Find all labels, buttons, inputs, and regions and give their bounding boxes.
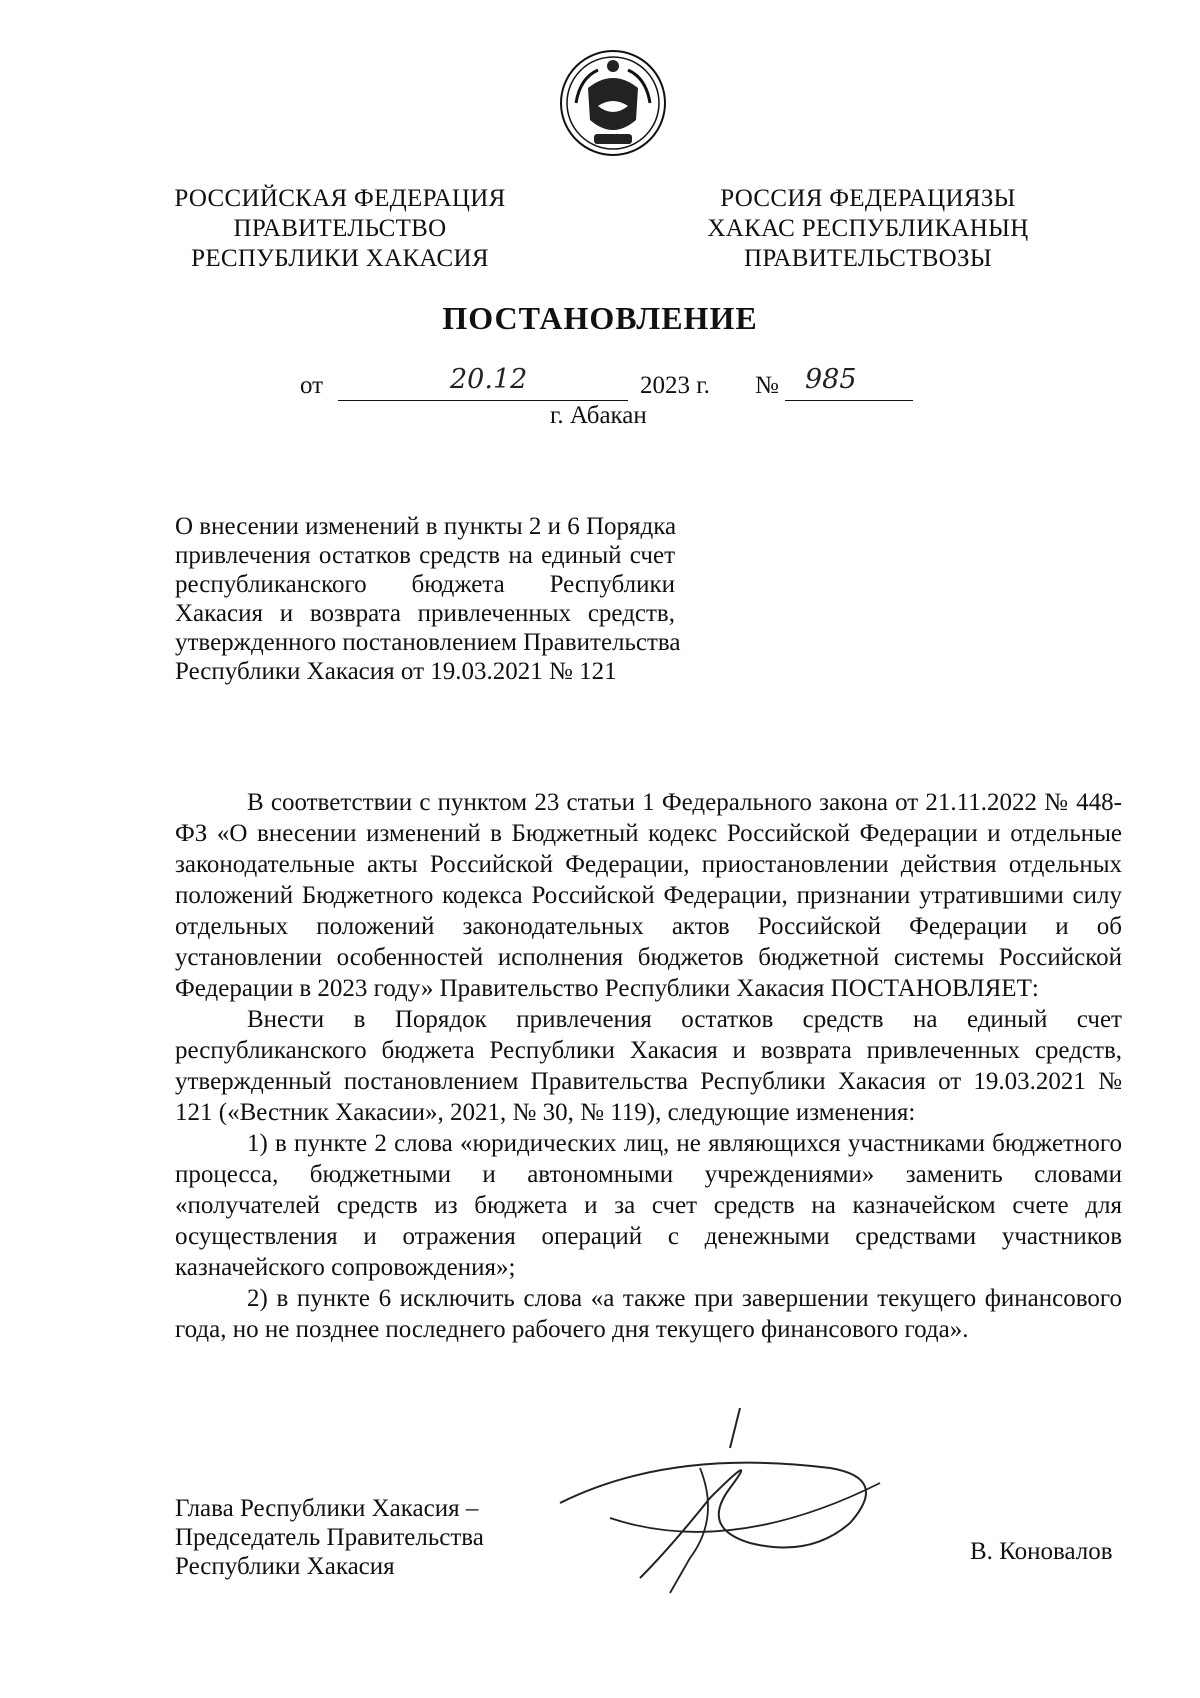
- header-right-line: ПРАВИТЕЛЬСТВОЗЫ: [744, 245, 992, 272]
- header-left-line: ПРАВИТЕЛЬСТВО: [233, 215, 447, 242]
- city: г. Абакан: [550, 402, 647, 429]
- signer-position-line: Председатель Правительства: [175, 1524, 484, 1551]
- body-paragraph: Внести в Порядок привлечения остатков средств на единый счет республиканского бюджета Республики Хакасия и возврата привлеченных средств, утвержденный постановлением Правительства Республики Хакасия от 19.03.2021 № 121 («Вестник Хакасии», 2021, № 30, № 119), следующие изменения:: [175, 1006, 1122, 1126]
- from-label: от: [300, 372, 324, 399]
- body-paragraph: 2) в пункте 6 исключить слова «а также при завершении текущего финансового года, но не позднее последнего рабочего дня текущего финансового года».: [175, 1285, 1122, 1343]
- body-paragraph: В соответствии с пунктом 23 статьи 1 Федерального закона от 21.11.2022 № 448-ФЗ «О внесении изменений в Бюджетный кодекс Российской Федерации и отдельные законодательные акты Российской Федерации, приостановлении действия отдельных положений Бюджетного кодекса Российской Федерации, признании утратившими силу отдельных положений законодательных актов Российской Федерации и об установлении особенностей исполнения бюджетов бюджетной системы Российской Федерации в 2023 году» Правительство Республики Хакасия ПОСТАНОВЛЯЕТ:: [175, 789, 1122, 1002]
- subject-line: Хакасия и возврата привлеченных средств,: [175, 600, 675, 627]
- signer-position-line: Глава Республики Хакасия –: [175, 1495, 479, 1522]
- signer-name: В. Коновалов: [970, 1538, 1113, 1565]
- year-label: 2023 г.: [640, 372, 710, 399]
- body-paragraph: 1) в пункте 2 слова «юридических лиц, не являющихся участниками бюджетного процесса, бюджетными и автономными учреждениями» заменить словами «получателей средств из бюджета и за счет средств на казначейском счете для осуществления и отражения операций с денежными средствами участников казначейского сопровождения»;: [175, 1130, 1122, 1281]
- number-label: №: [755, 372, 779, 399]
- subject-block: [175, 512, 681, 686]
- header-right-line: ХАКАС РЕСПУБЛИКАНЫҢ: [707, 215, 1029, 242]
- header-right: [696, 184, 1040, 274]
- header-left-line: РОССИЙСКАЯ ФЕДЕРАЦИЯ: [174, 185, 506, 212]
- header-left-line: РЕСПУБЛИКИ ХАКАСИЯ: [191, 245, 489, 272]
- coat-of-arms-emblem: [558, 48, 668, 158]
- document-title: ПОСТАНОВЛЕНИЕ: [442, 300, 758, 336]
- handwritten-date: 20.12: [450, 364, 528, 395]
- date-number-line: [300, 364, 920, 404]
- subject-line: О внесении изменений в пункты 2 и 6 Порядка: [175, 513, 677, 540]
- body-text: [175, 787, 1122, 1345]
- subject-line: Республики Хакасия от 19.03.2021 № 121: [175, 658, 617, 685]
- handwritten-signature: [550, 1408, 910, 1608]
- header-right-line: РОССИЯ ФЕДЕРАЦИЯЗЫ: [720, 185, 1016, 212]
- handwritten-number: 985: [805, 364, 857, 395]
- subject-line: утвержденного постановлением Правительства: [175, 629, 681, 656]
- subject-line: республиканского бюджета Республики: [175, 571, 675, 598]
- signer-position: [175, 1494, 484, 1581]
- signer-position-line: Республики Хакасия: [175, 1553, 395, 1580]
- subject-line: привлечения остатков средств на единый счет: [175, 542, 675, 569]
- header-left: [168, 184, 512, 274]
